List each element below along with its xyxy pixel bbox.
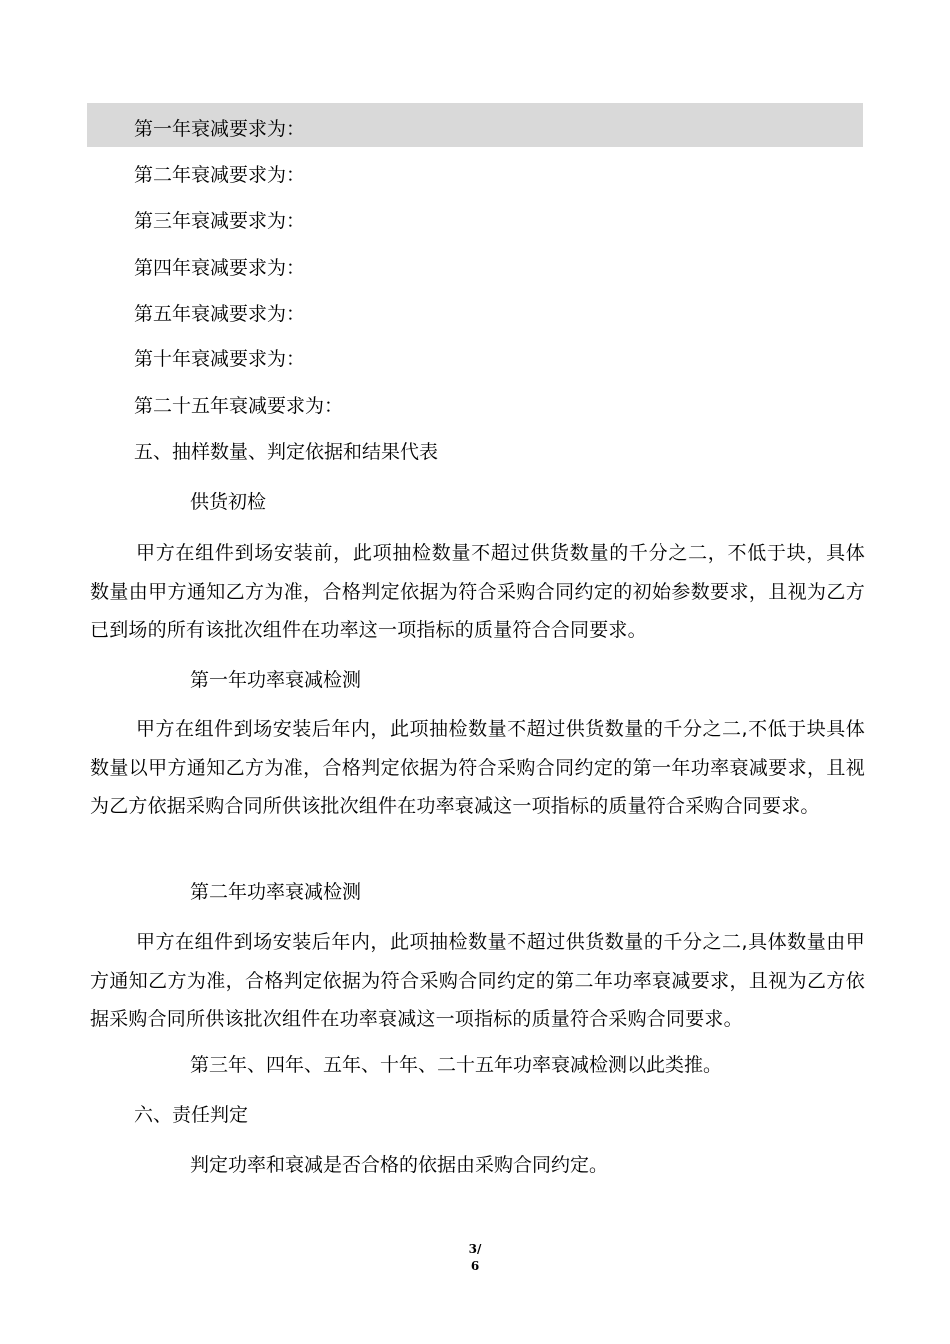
page-number-total: 6 bbox=[470, 1259, 480, 1273]
subheading-year-1-decay-test: 第一年功率衰减检测 bbox=[190, 669, 362, 691]
paragraph-year-2-decay-test: 甲方在组件到场安装后年内，此项抽检数量不超过供货数量的千分之二,具体数量由甲方通知乙方为准，合格判定依据为符合采购合同约定的第二年功率衰减要求，且视为乙方依据采购合同所供该批次组件在功率衰减这一项指标的质量符合采购合同要求。 bbox=[90, 931, 865, 1030]
subheading-year-2-decay-test: 第二年功率衰减检测 bbox=[190, 881, 362, 903]
decay-requirement-year-5: 第五年衰减要求为： bbox=[134, 303, 306, 325]
page-number-current: 3/ bbox=[468, 1242, 482, 1256]
paragraph-year-1-decay-test: 甲方在组件到场安装后年内，此项抽检数量不超过供货数量的千分之二,不低于块具体数量以甲方通知乙方为准，合格判定依据为符合采购合同约定的第一年功率衰减要求，且视为乙方依据采购合同所供该批次组件在功率衰减这一项指标的质量符合采购合同要求。 bbox=[90, 718, 865, 817]
decay-requirement-year-10: 第十年衰减要求为： bbox=[134, 348, 306, 370]
section-5-heading: 五、抽样数量、判定依据和结果代表 bbox=[134, 441, 439, 463]
analogy-note: 第三年、四年、五年、十年、二十五年功率衰减检测以此类推。 bbox=[190, 1054, 723, 1076]
section-6-heading: 六、责任判定 bbox=[134, 1104, 249, 1126]
page-number bbox=[455, 1241, 495, 1275]
decay-requirement-year-25: 第二十五年衰减要求为： bbox=[134, 395, 344, 417]
decay-requirement-year-3: 第三年衰减要求为： bbox=[134, 210, 306, 232]
section-6-text: 判定功率和衰减是否合格的依据由采购合同约定。 bbox=[190, 1154, 609, 1176]
paragraph-initial-inspection: 甲方在组件到场安装前，此项抽检数量不超过供货数量的千分之二，不低于块，具体数量由甲方通知乙方为准，合格判定依据为符合采购合同约定的初始参数要求，且视为乙方已到场的所有该批次组件在功率这一项指标的质量符合合同要求。 bbox=[90, 542, 865, 641]
subheading-initial-inspection: 供货初检 bbox=[190, 491, 267, 513]
decay-requirement-year-2: 第二年衰减要求为： bbox=[134, 164, 306, 186]
decay-requirement-year-1: 第一年衰减要求为： bbox=[134, 118, 306, 140]
decay-requirement-year-4: 第四年衰减要求为： bbox=[134, 257, 306, 279]
